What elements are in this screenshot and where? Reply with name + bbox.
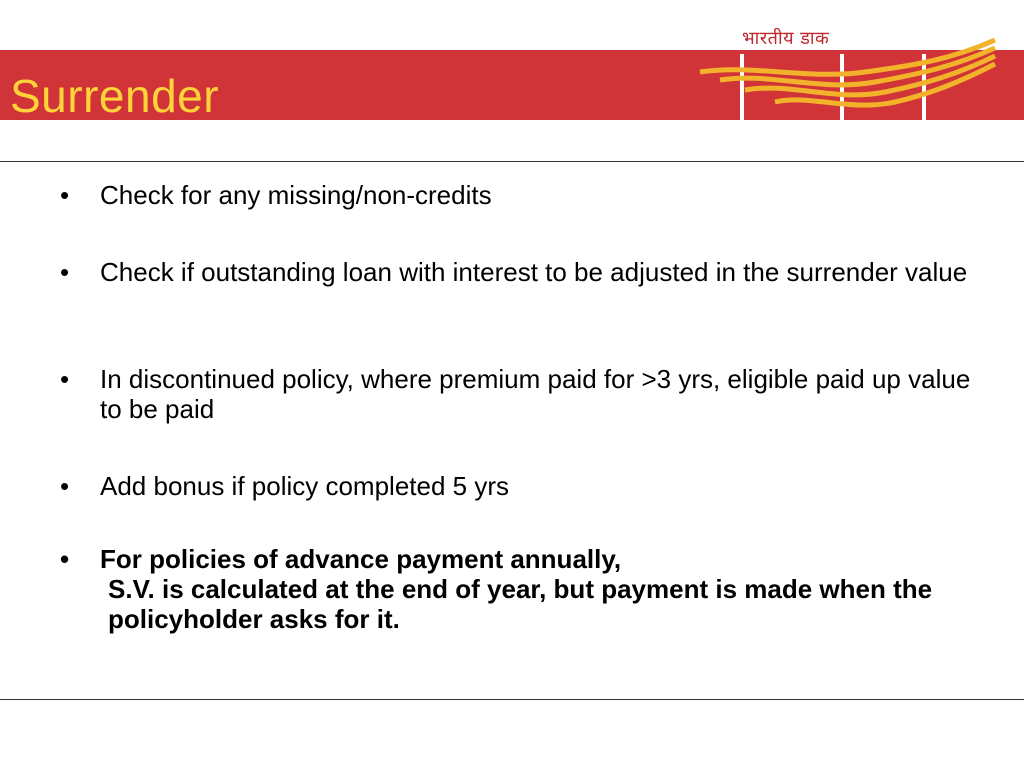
bullet-text xyxy=(100,544,980,634)
bottom-divider xyxy=(0,699,1024,700)
slide-title: Surrender xyxy=(10,70,220,122)
bullet-glyph: • xyxy=(60,471,70,501)
bullet-text-line1: For policies of advance payment annually, xyxy=(100,544,622,574)
bullet-text: In discontinued policy, where premium paid for >3 yrs, eligible paid up value to be paid xyxy=(100,364,971,424)
bullet-glyph: • xyxy=(60,364,70,394)
bullet-glyph: • xyxy=(60,544,70,574)
bullet-glyph: • xyxy=(60,180,70,210)
bullet-text-line2: S.V. is calculated at the end of year, but payment is made when the policyholder asks for it. xyxy=(108,574,933,634)
bullet-text: Check if outstanding loan with interest to be adjusted in the surrender value xyxy=(100,257,968,287)
bullet-text: Check for any missing/non-credits xyxy=(100,180,492,210)
logo-text: भारतीय डाक xyxy=(742,28,830,49)
bullet-text: Add bonus if policy completed 5 yrs xyxy=(100,471,509,501)
bullet-glyph: • xyxy=(60,257,70,287)
